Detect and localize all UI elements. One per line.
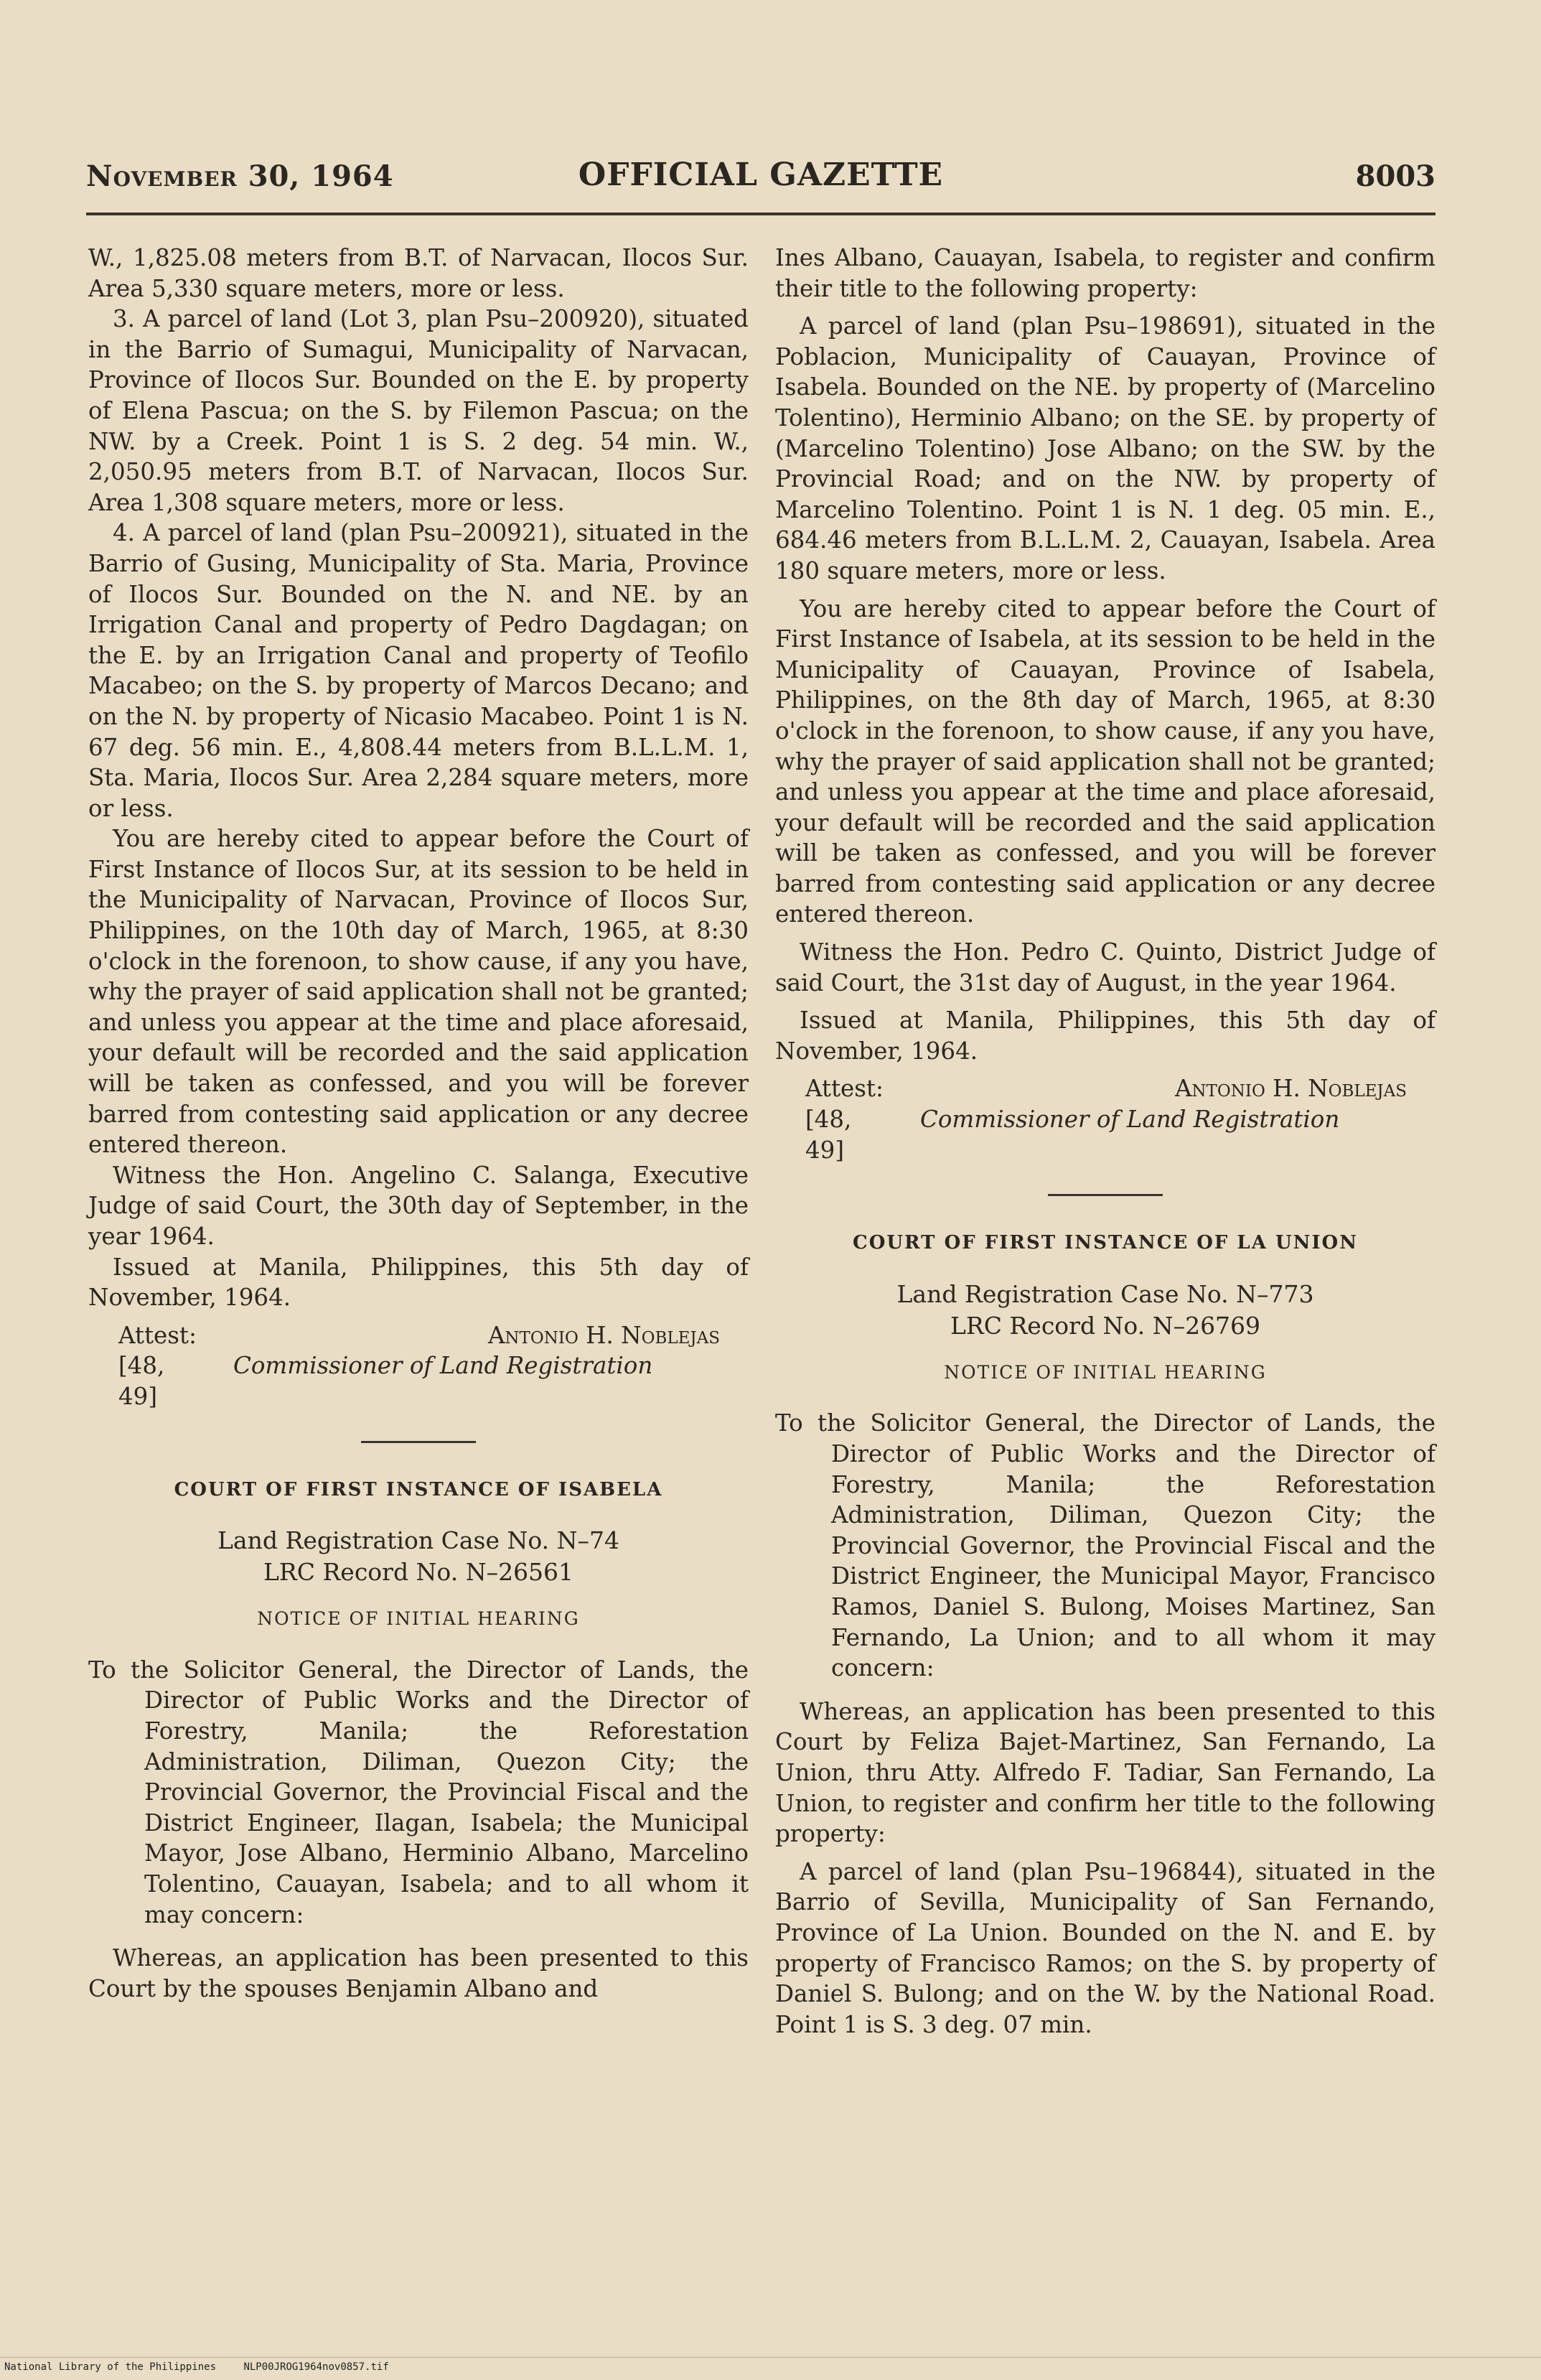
lrc-record: LRC Record No. N–26561 — [263, 1558, 574, 1587]
paragraph: Witness the Hon. Pedro C. Quinto, District Judge of said Court, the 31st day of August, in the year 1964. — [775, 938, 1435, 997]
paragraph: You are hereby cited to appear before the Court of First Instance of Isabela, at its session to be held in the Municipality of Cauayan, Province of Isabela, Philippines, on the 8th day of March, 1965, at 8:30 o'clock in the forenoon, to show cause, if any you have, why the prayer of said application shall not be granted; and unless you appear at the time and place aforesaid, your default will be recorded and the said application will be taken as confessed, and you will be forever barred from contesting said application or any decree entered thereon. — [775, 594, 1435, 928]
attest-office: Commissioner of Land Registration — [920, 1106, 1340, 1134]
case-number: Land Registration Case No. N–74 — [217, 1526, 619, 1555]
paragraph: Whereas, an application has been presented to this Court by Feliza Bajet-Martinez, San Fernando, La Union, thru Atty. Alfredo F. Tadiar, San Fernando, La Union, to register and confirm her title to the following property: — [775, 1697, 1435, 1848]
header-rule — [86, 213, 1435, 215]
header-title: OFFICIAL GAZETTE — [578, 157, 944, 193]
attest-office-line — [775, 1104, 1435, 1165]
attest-label: Attest: — [118, 1321, 197, 1349]
paragraph: 3. A parcel of land (Lot 3, plan Psu–200920), situated in the Barrio of Sumagui, Municipality of Narvacan, Province of Ilocos Sur. Bounded on the E. by property of Elena Pascua; on the S. by Filemon Pascua; on the NW. by a Creek. Point 1 is S. 2 deg. 54 min. W., 2,050.95 meters from B.T. of Narvacan, Ilocos Sur. Area 1,308 square meters, more or less. — [88, 305, 749, 516]
court-heading: COURT OF FIRST INSTANCE OF ISABELA — [174, 1478, 663, 1501]
paragraph: W., 1,825.08 meters from B.T. of Narvacan, Ilocos Sur. Area 5,330 square meters, more or less. — [88, 244, 749, 302]
notice-heading: NOTICE OF INITIAL HEARING — [944, 1361, 1267, 1383]
attest-office-line — [88, 1350, 749, 1411]
paragraph: Issued at Manila, Philippines, this 5th day of November, 1964. — [88, 1253, 749, 1312]
paragraph: 4. A parcel of land (plan Psu–200921), situated in the Barrio of Gusing, Municipality of Sta. Maria, Province of Ilocos Sur. Bounded on the N. and NE. by an Irrigation Canal and property of Pedro Dagdagan; on the E. by an Irrigation Canal and property of Teofilo Macabeo; on the S. by property of Marcos Decano; and on the N. by property of Nicasio Macabeo. Point 1 is N. 67 deg. 56 min. E., 4,808.44 meters from B.L.L.M. 1, Sta. Maria, Ilocos Sur. Area 2,284 square meters, more or less. — [88, 519, 749, 822]
addressees: To the Solicitor General, the Director of Lands, the Director of Public Works and the Director of Forestry, Manila; the Reforestation Administration, Diliman, Quezon City; the Provincial Governor, the Provincial Fiscal and the District Engineer, the Municipal Mayor, Francisco Ramos, Daniel S. Bulong, Moises Martinez, San Fernando, La Union; and to all whom it may concern: — [775, 1409, 1435, 1682]
footer-file: NLP00JROG1964nov0857.tif — [243, 2361, 389, 2373]
paragraph: A parcel of land (plan Psu–198691), situated in the Poblacion, Municipality of Cauayan, Province of Isabela. Bounded on the NE. by property of (Marcelino Tolentino), Herminio Albano; on the SE. by property of (Marcelino Tolentino) Jose Albano; on the SW. by the Provincial Road; and on the NW. by property of Marcelino Tolentino. Point 1 is N. 1 deg. 05 min. E., 684.46 meters from B.L.L.M. 2, Cauayan, Isabela. Area 180 square meters, more or less. — [775, 312, 1435, 584]
case-number: Land Registration Case No. N–773 — [896, 1279, 1314, 1308]
attest-line — [88, 1320, 749, 1351]
notice-heading: NOTICE OF INITIAL HEARING — [257, 1608, 580, 1630]
page-header — [86, 157, 1435, 200]
scan-footer — [4, 2361, 1540, 2373]
right-column — [775, 243, 1435, 2040]
paragraph: Ines Albano, Cauayan, Isabela, to register and confirm their title to the following property: — [775, 244, 1435, 302]
footer-divider — [0, 2357, 1541, 2358]
attest-line — [775, 1073, 1435, 1104]
addressees: To the Solicitor General, the Director of Lands, the Director of Public Works and the Director of Forestry, Manila; the Reforestation Administration, Diliman, Quezon City; the Provincial Governor, the Provincial Fiscal and the District Engineer, Ilagan, Isabela; the Municipal Mayor, Jose Albano, Herminio Albano, Marcelino Tolentino, Cauayan, Isabela; and to all whom it may concern: — [88, 1656, 749, 1928]
attest-name: Antonio H. Noblejas — [487, 1321, 720, 1349]
paragraph: Witness the Hon. Angelino C. Salanga, Executive Judge of said Court, the 30th day of September, in the year 1964. — [88, 1161, 749, 1250]
lrc-record: LRC Record No. N–26769 — [950, 1311, 1261, 1340]
page-number: 8003 — [1355, 159, 1435, 193]
attest-ref: [48, 49] — [805, 1106, 852, 1164]
header-date: November 30, 1964 — [86, 159, 394, 193]
paragraph: Issued at Manila, Philippines, this 5th day of November, 1964. — [775, 1007, 1435, 1065]
attest-name: Antonio H. Noblejas — [1174, 1075, 1407, 1103]
paragraph: A parcel of land (plan Psu–196844), situated in the Barrio of Sevilla, Municipality of San Fernando, Province of La Union. Bounded on the N. and E. by property of Francisco Ramos; on the S. by property of Daniel S. Bulong; and on the W. by the National Road. Point 1 is S. 3 deg. 07 min. — [775, 1857, 1435, 2038]
section-divider — [361, 1441, 476, 1443]
paragraph: Whereas, an application has been presented to this Court by the spouses Benjamin Albano and — [88, 1944, 749, 2002]
attest-ref: [48, 49] — [118, 1352, 165, 1410]
attest-office: Commissioner of Land Registration — [233, 1352, 653, 1380]
section-divider — [1048, 1194, 1163, 1196]
attest-label: Attest: — [805, 1075, 884, 1103]
paragraph: You are hereby cited to appear before the Court of First Instance of Ilocos Sur, at its session to be held in the Municipality of Narvacan, Province of Ilocos Sur, Philippines, on the 10th day of March, 1965, at 8:30 o'clock in the forenoon, to show cause, if any you have, why the prayer of said application shall not be granted; and unless you appear at the time and place aforesaid, your default will be recorded and the said application will be taken as confessed, and you will be forever barred from contesting said application or any decree entered thereon. — [88, 825, 749, 1159]
left-column — [88, 243, 749, 2004]
court-heading: COURT OF FIRST INSTANCE OF LA UNION — [853, 1232, 1358, 1254]
footer-library: National Library of the Philippines — [4, 2361, 217, 2373]
